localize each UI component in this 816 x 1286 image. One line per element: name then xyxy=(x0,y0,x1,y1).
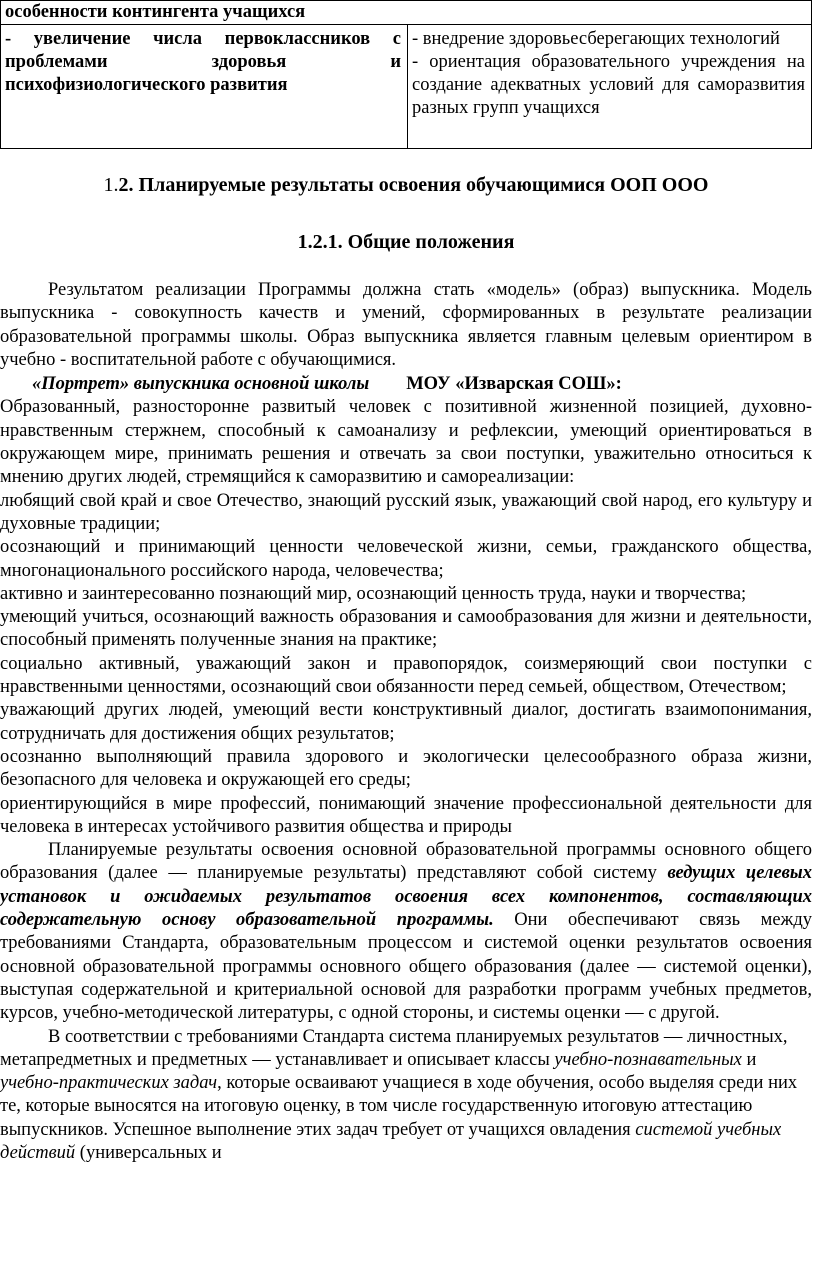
section-number: 1. xyxy=(103,174,119,196)
portrait-item: осознанно выполняющий правила здорового и экологически целесообразного образа жизни, безопасного для человека и окружающей его среды; xyxy=(0,746,812,791)
table-left-cell: - увеличение числа первоклассников с проблемами здоровья и психофизиологического развития xyxy=(1,25,408,149)
portrait-item: активно и заинтересованно познающий мир, осознающий ценность труда, науки и творчества; xyxy=(0,583,747,604)
portrait-heading-school: МОУ «Изварская СОШ»: xyxy=(406,374,622,395)
results-emphasis: ведущих целевых установок и ожидаемых результатов освоения всех компонентов, составляющих содержательную основу образовательной программы. xyxy=(0,863,813,931)
standard-text: (универсальных и xyxy=(75,1142,222,1163)
standard-text: и xyxy=(741,1049,757,1070)
intro-paragraph: Результатом реализации Программы должна стать «модель» (образ) выпускника. Модель выпускника - совокупность качеств и умений, сформированных в результате реализации образовательной программы школы. Образ выпускника является главным целевым ориентиром в учебно - воспитательной работе с обучающимися. xyxy=(0,280,812,370)
section-title-text: 2. Планируемые результаты освоения обучающимися ООП ООО xyxy=(118,174,709,196)
table-right-line: - ориентация образовательного учреждения на создание адекватных условий для саморазвития разных групп учащихся xyxy=(412,52,805,118)
portrait-item: умеющий учиться, осознающий важность образования и самообразования для жизни и деятельности, способный применять полученные знания на практике; xyxy=(0,607,812,651)
results-paragraph xyxy=(0,839,812,1025)
results-text: Планируемые результаты освоения основной образовательной программы основного общего образования (далее — планируемые результаты) представляют собой систему xyxy=(0,840,812,884)
standard-paragraph xyxy=(0,1026,812,1166)
standard-text: , которые осваивают учащиеся в ходе обучения, особо выделяя среди них те, которые выносятся на итоговую оценку, в том числе государственную итоговую аттестацию выпускников. Успешное выполнение этих задач требует от учащихся овладения xyxy=(0,1073,798,1140)
table-right-cell xyxy=(408,25,812,149)
portrait-heading-italic: «Портрет» выпускника основной школы xyxy=(32,374,370,395)
portrait-heading xyxy=(0,373,812,396)
portrait-item: Образованный, разносторонне развитый человек с позитивной жизненной позицией, духовно-нравственным стержнем, способный к самоанализу и рефлексии, умеющий ориентироваться в окружающем мире, принимать решения и отвечать за свои поступки, уважительно относиться к мнению других людей, стремящийся к саморазвитию и самореализации: xyxy=(0,397,812,488)
portrait-item: социально активный, уважающий закон и правопорядок, соизмеряющий свои поступки с нравственными ценностями, осознающий свои обязанности перед семьей, обществом, Отечеством; xyxy=(0,653,812,698)
results-text: Они обеспечивают связь между требованиями Стандарта, образовательным процессом и системой оценки результатов освоения основной образовательной программы основного общего образования (далее — системой оценки), выступая содержательной и критериальной основой для разработки программ учебных предметов, курсов, учебно-методической литературы, с одной стороны, и системы оценки — с другой. xyxy=(0,910,812,1024)
portrait-item: ориентирующийся в мире профессий, понимающий значение профессиональной деятельности для человека в интересах устойчивого развития общества и природы xyxy=(0,793,812,837)
portrait-item: уважающий других людей, умеющий вести конструктивный диалог, достигать взаимопонимания, сотрудничать для достижения общих результатов; xyxy=(0,700,812,744)
portrait-item: любящий свой край и свое Отечество, знающий русский язык, уважающий свой народ, его культуру и духовные традиции; xyxy=(0,490,812,534)
document-body xyxy=(0,279,812,1165)
contingent-table xyxy=(0,0,812,149)
portrait-item: осознающий и принимающий ценности человеческой жизни, семьи, гражданского общества, многонационального российского народа, человечества; xyxy=(0,537,812,581)
table-header: особенности контингента учащихся xyxy=(1,1,812,25)
standard-italic: учебно-практических задач xyxy=(0,1073,218,1094)
standard-italic: системой учебных действий xyxy=(0,1119,782,1163)
section-title xyxy=(0,172,812,198)
standard-italic: учебно-познавательных xyxy=(554,1049,742,1070)
subsection-title: 1.2.1. Общие положения xyxy=(297,231,515,253)
table-right-line: - внедрение здоровьесберегающих технологий xyxy=(412,29,780,49)
standard-text: В соответствии с требованиями Стандарта система планируемых результатов — личностных, метапредметных и предметных — устанавливает и описывает классы xyxy=(0,1026,788,1070)
